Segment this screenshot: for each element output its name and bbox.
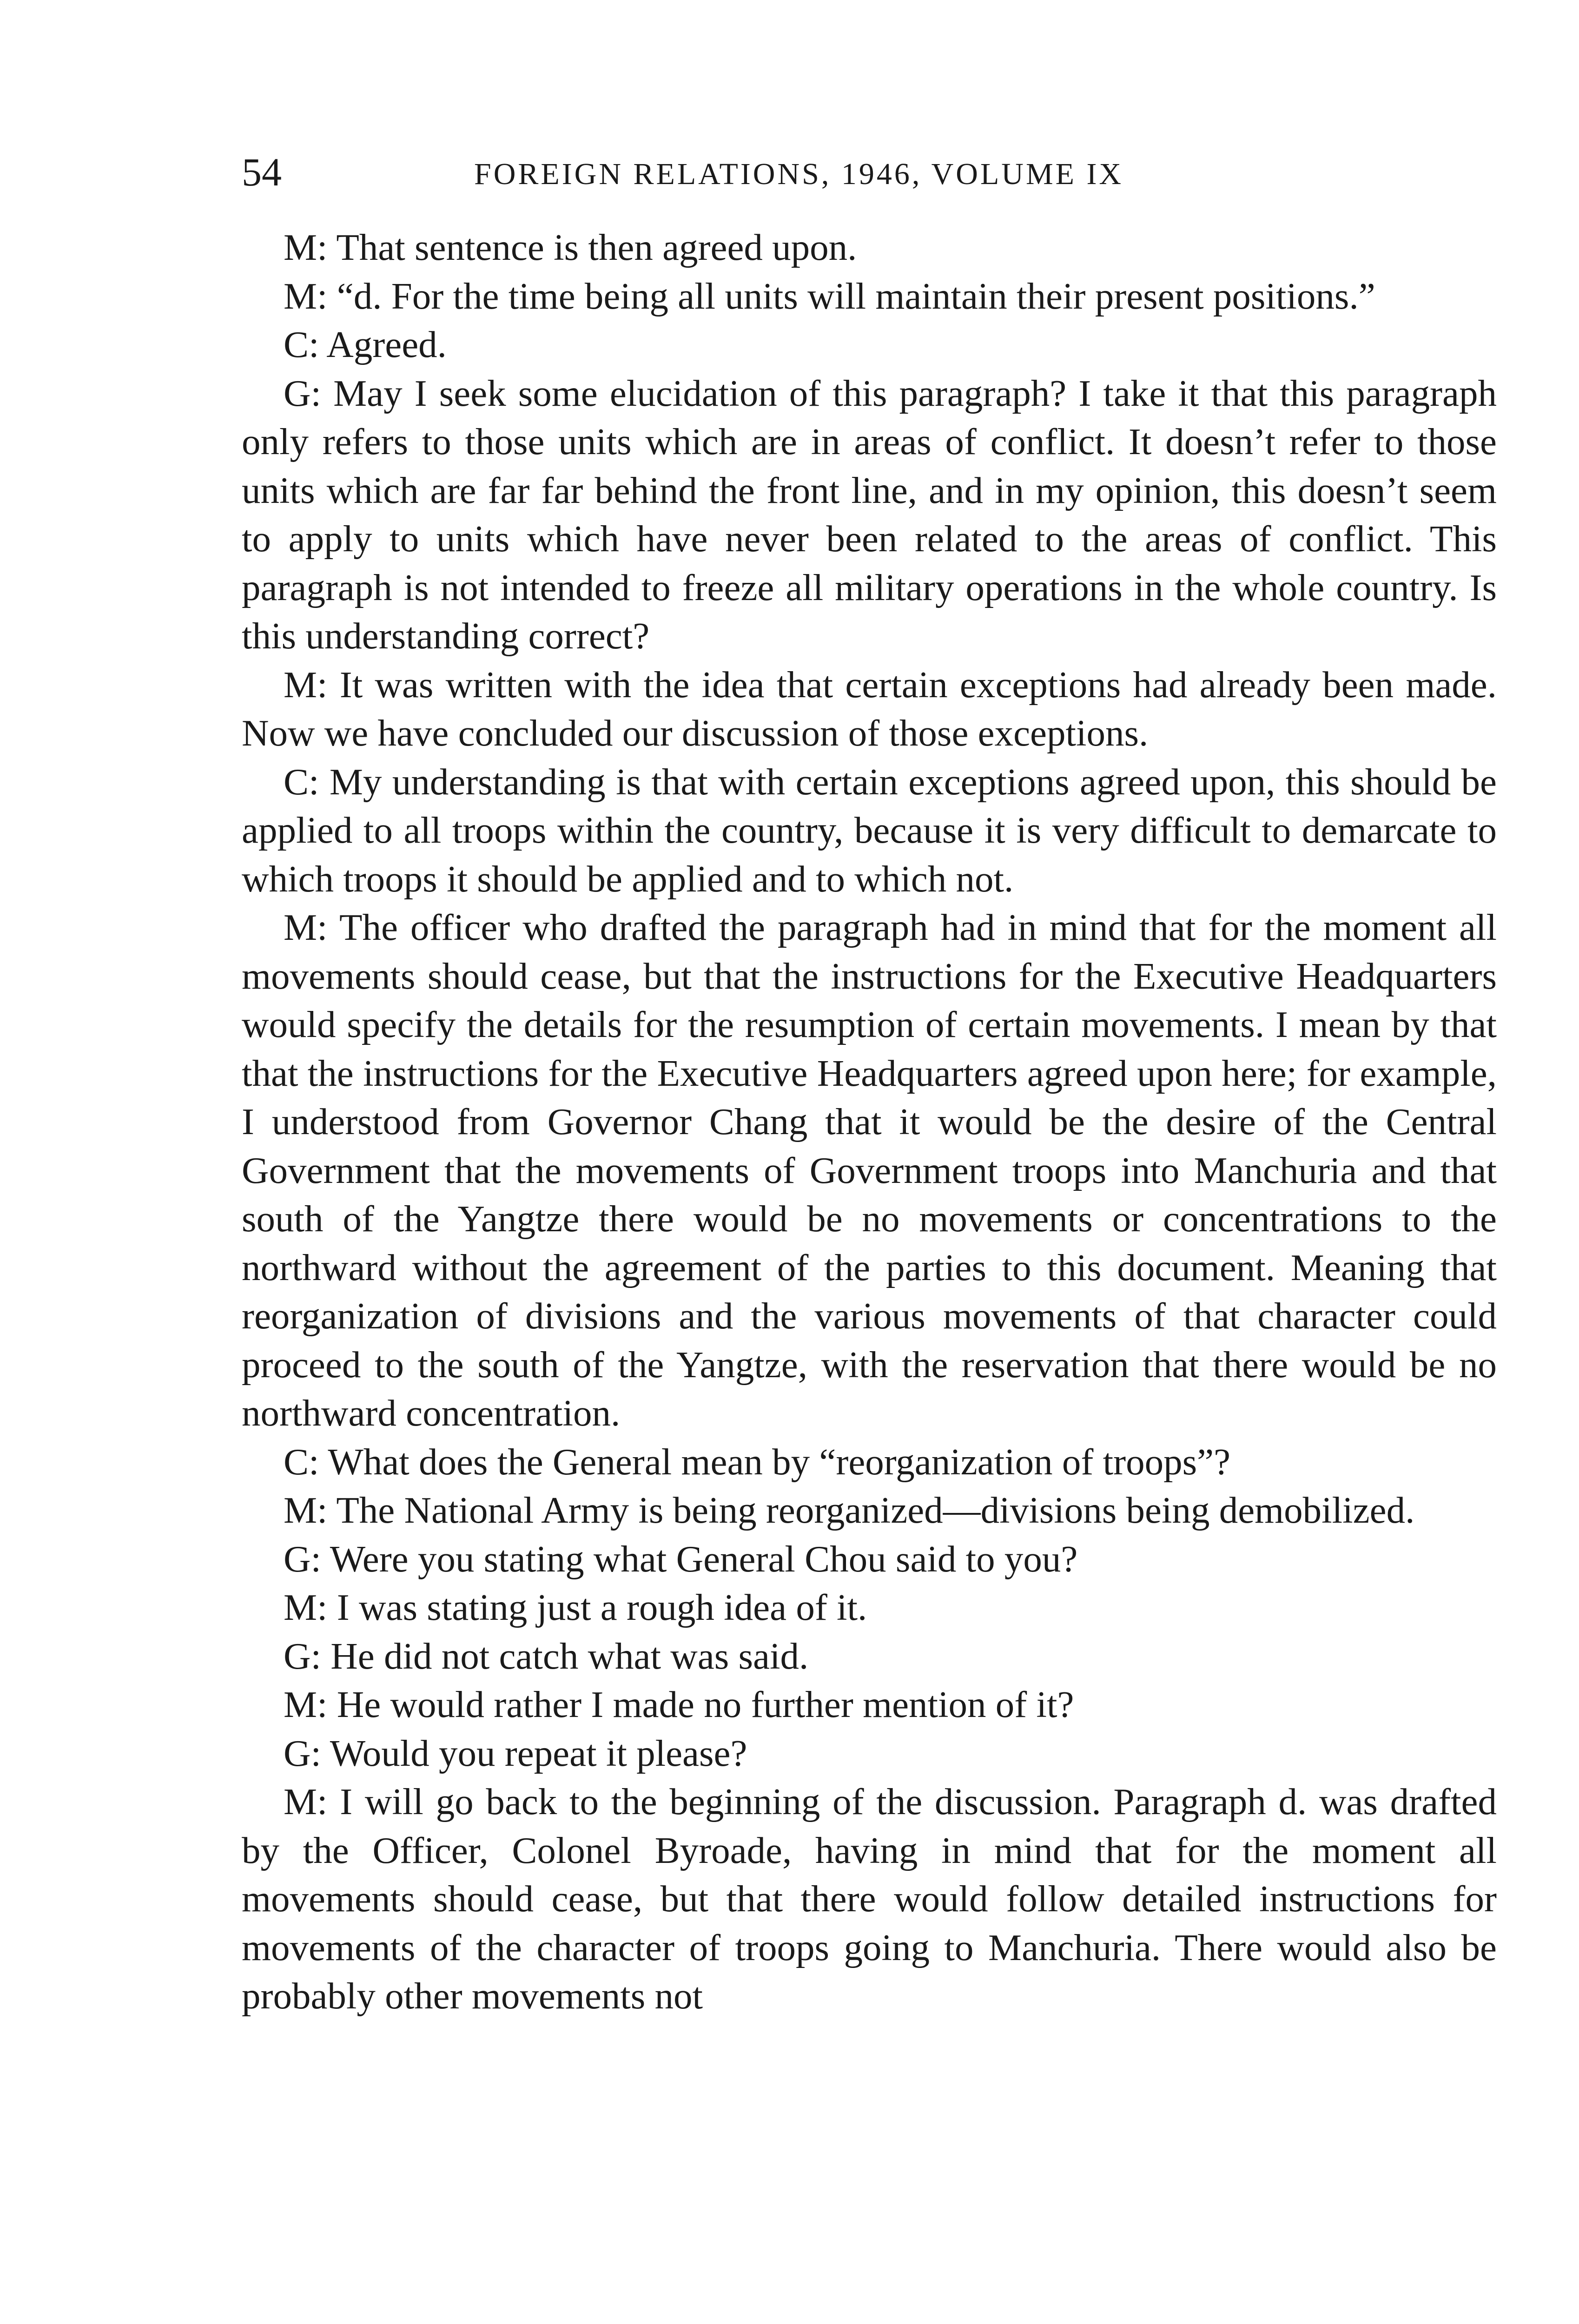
paragraph-13: M: He would rather I made no further mention of it?: [284, 1684, 1074, 1725]
paragraph-11: M: I was stating just a rough idea of it.: [284, 1586, 867, 1628]
paragraph-10: G: Were you stating what General Chou said to you?: [284, 1538, 1078, 1580]
paragraph-7: M: The officer who drafted the paragraph had in mind that for the moment all movements should cease, but that the instructions for the Executive Headquarters would specify the details for the resumption of certain movements. I mean by that that the instructions for the Executive Headquarters agreed upon here; for example, I understood from Governor Chang that it would be the desire of the Central Government that the movements of Government troops into Manchuria and that south of the Yangtze there would be no movements or concentrations to the northward without the agreement of the parties to this document. Meaning that reorganization of divisions and the various movements of that character could proceed to the south of the Yangtze, with the reservation that there would be no northward concentration.: [242, 906, 1497, 1434]
paragraph-3: C: Agreed.: [284, 324, 447, 365]
running-head: FOREIGN RELATIONS, 1946, VOLUME IX: [474, 157, 1124, 191]
paragraph-5: M: It was written with the idea that certain exceptions had already been made. Now we have concluded our discussion of those exceptions.: [242, 663, 1497, 754]
paragraph-12: G: He did not catch what was said.: [284, 1635, 809, 1677]
body-text: [242, 223, 1497, 2020]
paragraph-14: G: Would you repeat it please?: [284, 1732, 747, 1774]
page-number: 54: [242, 150, 282, 194]
paragraph-8: C: What does the General mean by “reorganization of troops”?: [284, 1440, 1231, 1483]
paragraph-15: M: I will go back to the beginning of the discussion. Paragraph d. was drafted by the Officer, Colonel Byroade, having in mind that for the moment all movements should cease, but that there would follow detailed instructions for movements of the character of troops going to Manchuria. There would also be probably other movements not: [242, 1781, 1497, 2017]
page-header: [242, 144, 1497, 205]
paragraph-4: G: May I seek some elucidation of this paragraph? I take it that this paragraph only refers to those units which are in areas of conflict. It doesn’t refer to those units which are far far behind the front line, and in my opinion, this doesn’t seem to apply to units which have never been related to the areas of conflict. This paragraph is not intended to freeze all military operations in the whole country. Is this understanding correct?: [242, 372, 1497, 657]
paragraph-9: M: The National Army is being reorganized—divisions being demobilized.: [284, 1489, 1415, 1531]
paragraph-6: C: My understanding is that with certain exceptions agreed upon, this should be applied to all troops within the country, because it is very difficult to demarcate to which troops it should be applied and to which not.: [242, 760, 1497, 900]
paragraph-1: M: That sentence is then agreed upon.: [284, 226, 857, 268]
paragraph-2: M: “d. For the time being all units will maintain their present positions.”: [284, 275, 1375, 317]
